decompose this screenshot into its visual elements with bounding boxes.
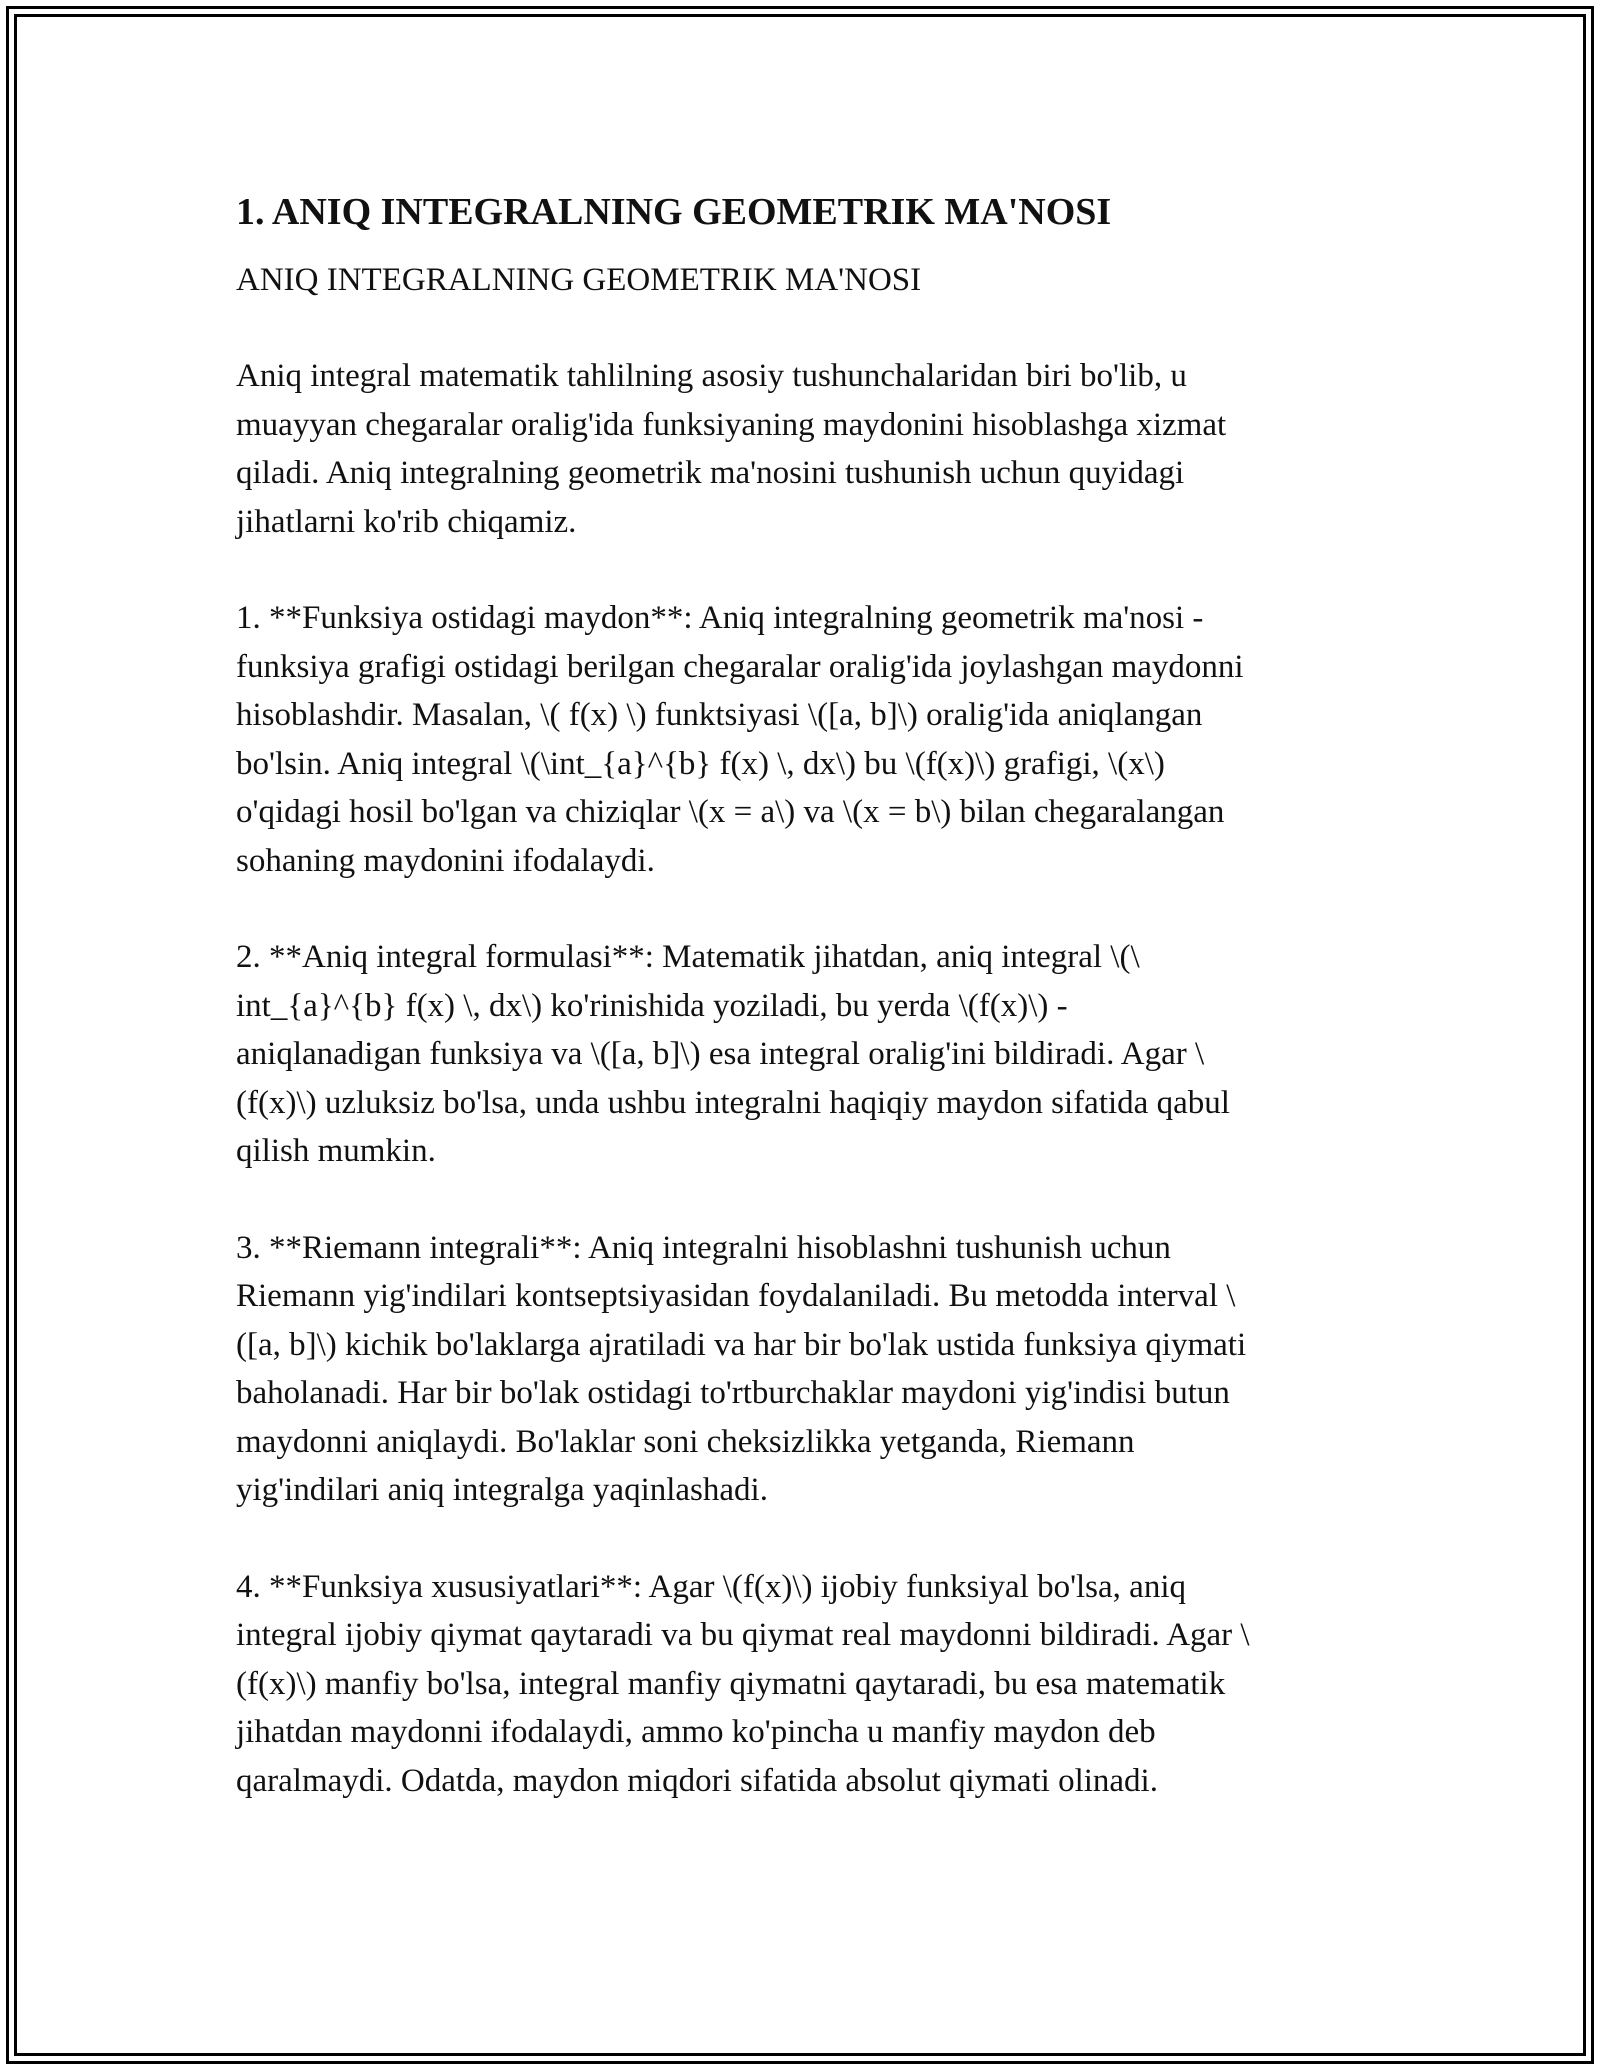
paragraph-aniq-integral-formulasi: 2. **Aniq integral formulasi**: Matematik jihatdan, aniq integral \(\ int_{a}^{b} f(x) \, dx\) ko'rinishida yoziladi, bu yerda \(f(x)\) - aniqlanadigan funksiya va \([a, b]\) esa integral oralig'ini bildiradi. Agar \ (f(x)\) uzluksiz bo'lsa, unda ushbu integralni haqiqiy maydon sifatida qabul qilish mumkin.: [236, 939, 1230, 1169]
document-subheading: ANIQ INTEGRALNING GEOMETRIK MA'NOSI: [236, 262, 922, 298]
document-body: [236, 186, 1366, 1805]
paragraph-funksiya-xususiyatlari: 4. **Funksiya xususiyatlari**: Agar \(f(x)\) ijobiy funksiyal bo'lsa, aniq integral ijobiy qiymat qaytaradi va bu qiymat real maydonni bildiradi. Agar \ (f(x)\) manfiy bo'lsa, integral manfiy qiymatni qaytaradi, bu esa matematik jihatdan maydonni ifodalaydi, ammo ko'pincha u manfiy maydon deb qaralmaydi. Odatda, maydon miqdori sifatida absolut qiymati olinadi.: [236, 1568, 1250, 1799]
intro-paragraph: Aniq integral matematik tahlilning asosiy tushunchalaridan biri bo'lib, u muayyan chegaralar oralig'ida funksiyaning maydonini hisoblashga xizmat qiladi. Aniq integralning geometrik ma'nosini tushunish uchun quyidagi jihatlarni ko'rib chiqamiz.: [236, 358, 1227, 540]
paragraph-riemann-integrali: 3. **Riemann integrali**: Aniq integralni hisoblashni tushunish uchun Riemann yig'indilari kontseptsiyasidan foydalaniladi. Bu metodda interval \ ([a, b]\) kichik bo'laklarga ajratiladi va har bir bo'lak ustida funksiya qiymati baholanadi. Har bir bo'lak ostidagi to'rtburchaklar maydoni yig'indisi butun maydonni aniqlaydi. Bo'laklar soni cheksizlikka yetganda, Riemann yig'indilari aniq integralga yaqinlashadi.: [236, 1229, 1247, 1508]
document-heading: 1. ANIQ INTEGRALNING GEOMETRIK MA'NOSI: [236, 191, 1112, 233]
paragraph-funksiya-ostidagi-maydon: 1. **Funksiya ostidagi maydon**: Aniq integralning geometrik ma'nosi - funksiya grafigi ostidagi berilgan chegaralar oralig'ida joylashgan maydonni hisoblashdir. Masalan, \( f(x) \) funktsiyasi \([a, b]\) oralig'ida aniqlangan bo'lsin. Aniq integral \(\int_{a}^{b} f(x) \, dx\) bu \(f(x)\) grafigi, \(x\) o'qidagi hosil bo'lgan va chiziqlar \(x = a\) va \(x = b\) bilan chegaralangan sohaning maydonini ifodalaydi.: [236, 600, 1244, 879]
